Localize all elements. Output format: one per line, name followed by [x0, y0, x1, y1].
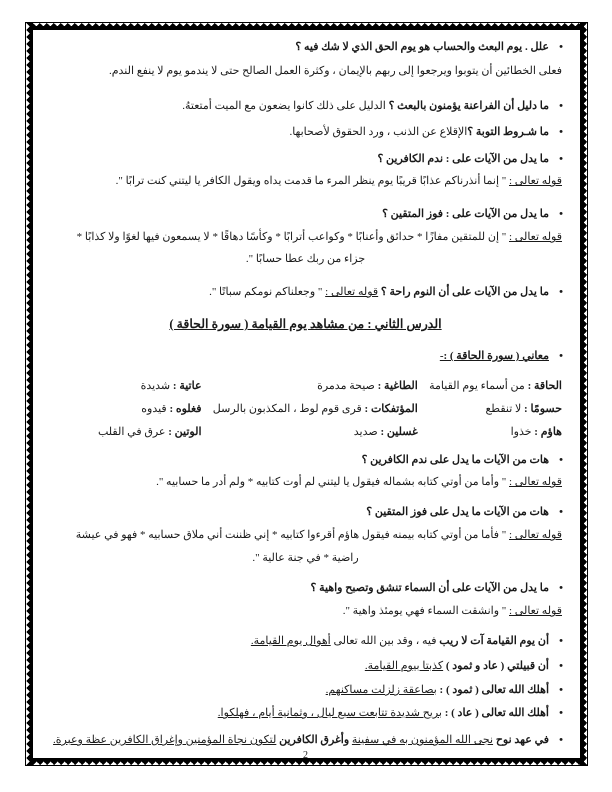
vocab-term: عاتية : — [172, 380, 202, 392]
vocab-cell-haqqa — [418, 379, 562, 394]
quote-label: قوله تعالى : — [325, 286, 379, 298]
vocab-term: فغلوه : — [169, 403, 202, 415]
point-bold: أهلك الله تعالى ( ثمود ) : — [439, 684, 549, 696]
quote-label: قوله تعالى : — [509, 231, 562, 243]
point-day-of-judgement — [43, 634, 568, 649]
question-text: هات من الآيات ما يدل على ندم الكافرين ؟ — [361, 454, 549, 466]
question-disbelievers-regret — [43, 152, 568, 167]
quote-text: " إن للمتقين مفازًا * حدائق وأعنابًا * وكواعب أترابًا * وكأسًا دهاقًا * لا يسمعون فيها لغوًا ولا كذابًا * — [76, 231, 507, 243]
page-decorative-frame — [25, 22, 588, 766]
point-noah-ark — [43, 733, 568, 748]
point-underline: بريح شديدة تتابعت سبع ليال ، وثمانية أيام ، فهلكوا. — [217, 707, 442, 719]
question-resurrection-truth — [43, 40, 568, 55]
question-text: ما يدل من الآيات على أن السماء تنشق وتصبح واهية ؟ — [310, 582, 549, 594]
vocab-cell-atiya — [47, 379, 202, 394]
question-sky-split — [43, 581, 568, 596]
question-verses-regret — [43, 453, 568, 468]
vocab-def: عرق في القلب — [97, 426, 166, 438]
meanings-heading — [43, 349, 568, 364]
point-underline: لتكون نجاة المؤمنين وإغراق الكافرين عظة وعبرة. — [53, 734, 277, 746]
sawtooth-border-right — [580, 23, 587, 765]
point-aad-thamud-denial — [43, 659, 568, 674]
question-text: ما يدل من الآيات على : ندم الكافرين ؟ — [377, 153, 549, 165]
question-text: ما شـروط التوبة ؟ — [467, 126, 549, 138]
vocab-cell-watin — [47, 425, 202, 440]
lesson-title: الدرس الثاني : من مشاهد يوم القيامة ( سورة الحاقة ) — [169, 317, 442, 331]
question-text: علل . يوم البعث والحساب هو يوم الحق الذي لا شك فيه ؟ — [295, 41, 549, 53]
quote-text: " وجعلناكم نومكم سباتًا ". — [209, 286, 323, 298]
vocab-term: المؤتفكات : — [364, 403, 418, 415]
quote-label: قوله تعالى : — [509, 175, 562, 187]
vocab-cell-haum — [418, 425, 562, 440]
vocab-cell-taghiya — [202, 379, 418, 394]
vocab-term: الوتين : — [168, 426, 202, 438]
vocab-def: صيحة مدمرة — [317, 380, 375, 392]
question-sleep-rest — [43, 285, 568, 300]
quote-label: قوله تعالى : — [509, 605, 562, 617]
vocab-term: غسلين : — [380, 426, 418, 438]
quote-text: " وانشقت السماء فهي يومئذ واهية ". — [342, 605, 507, 617]
point-underline: بصاعقة زلزلت مساكنهم. — [325, 684, 437, 696]
document-content — [33, 30, 580, 761]
question-text: هات من الآيات ما يدل على فوز المتقين ؟ — [366, 506, 549, 518]
answer-text: الدليل على ذلك كانوا يضعون مع الميت أمتعتهُ. — [182, 100, 386, 112]
vocab-def: قيدوه — [141, 403, 167, 415]
answer-text: الإقلاع عن الذنب ، ورد الحقوق لأصحابها. — [289, 126, 468, 138]
vocab-term: هاؤم : — [534, 426, 562, 438]
vocab-table — [43, 379, 568, 440]
vocab-def: قرى قوم لوط ، المكذبون بالرسل — [212, 403, 362, 415]
vocab-def: خذوا — [510, 426, 532, 438]
vocab-def: من أسماء يوم القيامة — [429, 380, 525, 392]
page-number: 2 — [303, 750, 308, 761]
verse-right-hand-book-line2: راضية * في جنة عالية ". — [252, 552, 359, 564]
question-repentance-conditions — [43, 125, 568, 140]
answer-resurrection-truth: فعلى الخطائين أن يتوبوا ويرجعوا إلى ربهم بالإيمان ، وكثرة العمل الصالح حتى لا يندمو يوم لا ينفع الندم. — [108, 65, 562, 77]
heading-text: معاني ( سورة الحاقة ) :- — [439, 350, 549, 362]
point-bold: أن يوم القيامة آت لا ريب — [439, 635, 549, 647]
point-normal: فيه ، وقد بين الله تعالى — [333, 635, 437, 647]
quote-text: " وأما من أوتي كتابه بشماله فيقول يا ليتني لم أوت كتابيه * ولم أدر ما حسابيه ". — [156, 476, 507, 488]
sawtooth-border-top — [26, 23, 587, 30]
point-underline: نجى الله المؤمنون به في سفينة — [351, 734, 494, 746]
verse-sky-split — [43, 604, 568, 619]
vocab-def: شديدة — [140, 380, 171, 392]
quote-label: قوله تعالى : — [509, 476, 562, 488]
vocab-cell-ghislin — [202, 425, 418, 440]
verse-disbelievers-regret — [43, 174, 568, 189]
point-thamud-destruction — [43, 683, 568, 698]
point-bold: أن قبيلتي ( عاد و ثمود ) — [445, 660, 549, 672]
vocab-term: حسومًا : — [524, 403, 562, 415]
question-pharaohs-belief — [43, 99, 568, 114]
quote-text: " إنما أنذرناكم عذابًا قريبًا يوم ينظر المرء ما قدمت يداه ويقول الكافر يا ليتني كنت ترابًا ". — [115, 175, 507, 187]
point-underline: أهوال يوم القيامة. — [250, 635, 331, 647]
vocab-cell-mutafikat — [202, 402, 418, 417]
question-text: ما يدل من الآيات على أن النوم راحة ؟ — [380, 286, 549, 298]
verse-righteous-victory-line2: جزاء من ربك عطا حسابًا ". — [245, 253, 366, 265]
verse-left-hand-book — [43, 475, 568, 490]
vocab-cell-husuma — [418, 402, 562, 417]
point-underline: كذبتا بيوم القيامة. — [364, 660, 444, 672]
question-text: ما يدل من الآيات على : فوز المتقين ؟ — [382, 208, 549, 220]
vocab-def: صديد — [353, 426, 378, 438]
sawtooth-border-left — [26, 23, 33, 765]
vocab-term: الطاغية : — [377, 380, 418, 392]
verse-righteous-victory-line1 — [43, 230, 568, 245]
point-bold: أهلك الله تعالى ( عاد ) : — [444, 707, 549, 719]
verse-right-hand-book-line1 — [43, 528, 568, 543]
point-aad-destruction — [43, 706, 568, 721]
quote-text: " فأما من أوتي كتابه بيمنه فيقول هاؤم أقرءوا كتابيه * إني ظننت أني ملاق حسابيه * فهو في عيشة — [75, 529, 507, 541]
vocab-term: الحاقة : — [527, 380, 562, 392]
point-bold: في عهد نوح — [495, 734, 549, 746]
vocab-def: لا تنقطع — [485, 403, 522, 415]
question-text: ما دليل أن الفراعنة يؤمنون بالبعث ؟ — [388, 100, 549, 112]
vocab-cell-faghulluh — [47, 402, 202, 417]
point-bold: وأغرق الكافرين — [279, 734, 350, 746]
question-righteous-victory — [43, 207, 568, 222]
question-verses-victory — [43, 505, 568, 520]
quote-label: قوله تعالى : — [509, 529, 562, 541]
